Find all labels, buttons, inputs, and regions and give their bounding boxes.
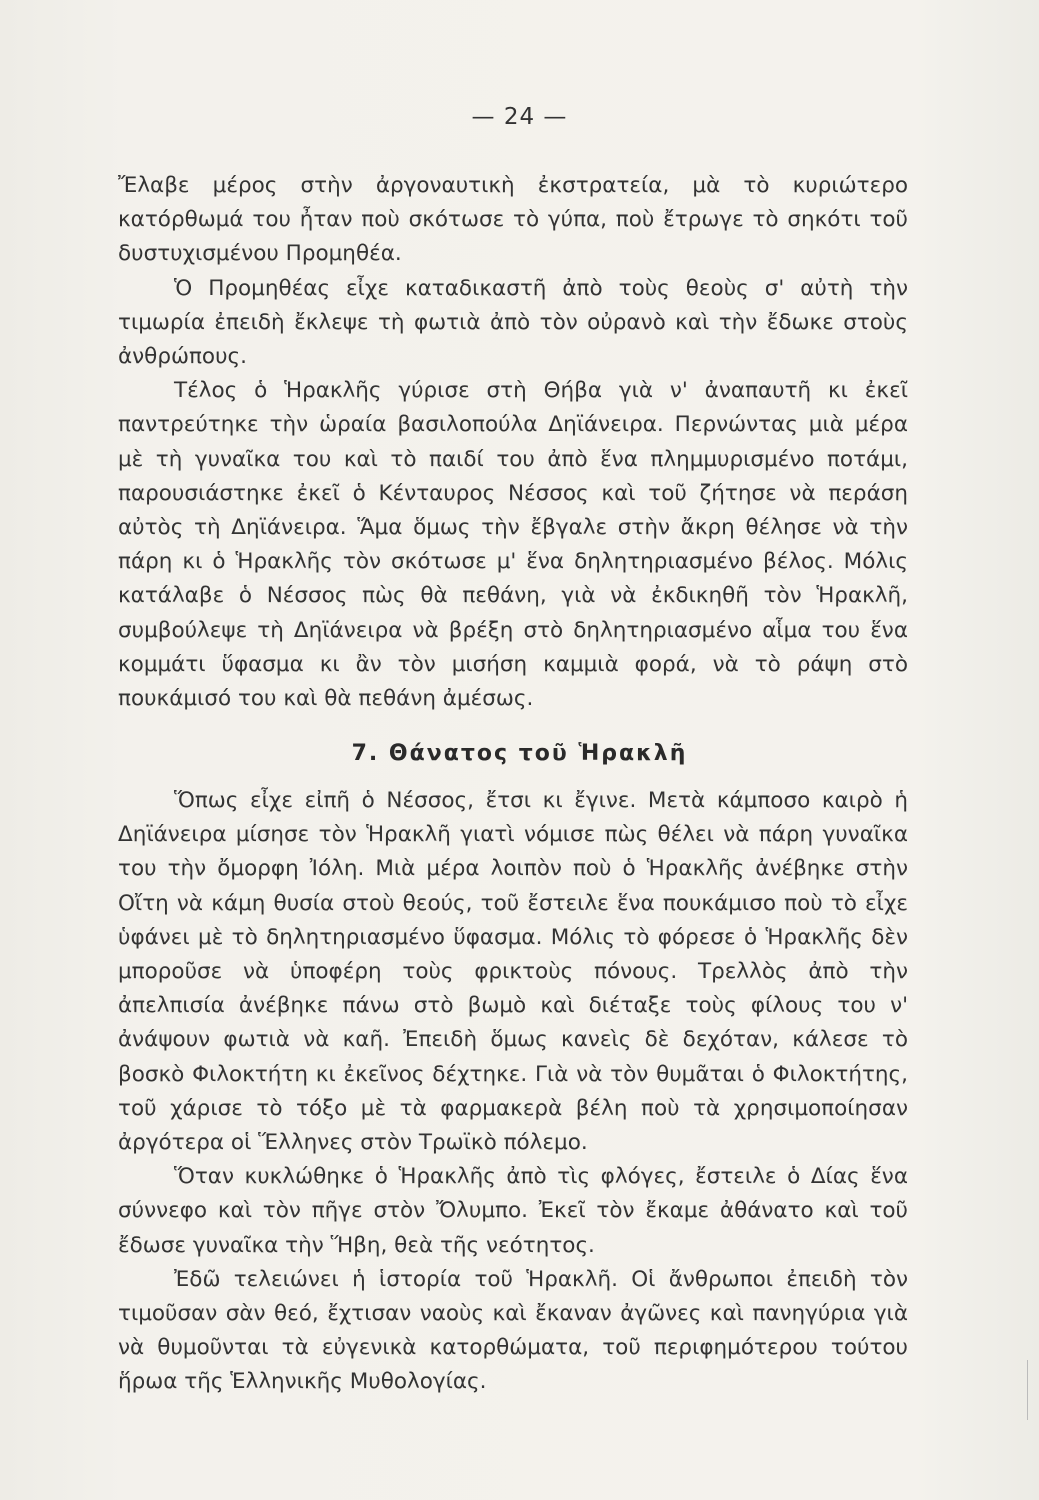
paragraph: Ὁ Προμηθέας εἶχε καταδικαστῆ ἀπὸ τοὺς θεοὺς σ' αὐτὴ τὴν τιμωρία ἐπειδὴ ἔκλεψε τὴ φωτιὰ ἀπὸ τὸν οὐρανὸ καὶ τὴν ἔδωκε στοὺς ἀνθρώπους. <box>118 275 908 370</box>
section-heading: 7. Θάνατος τοῦ Ἡρακλῆ <box>351 741 688 766</box>
paragraph: Ὅταν κυκλώθηκε ὁ Ἡρακλῆς ἀπὸ τὶς φλόγες, ἔστειλε ὁ Δίας ἕνα σύννεφο καὶ τὸν πῆγε στὸν Ὄλυμπο. Ἐκεῖ τὸν ἔκαμε ἀθάνατο καὶ τοῦ ἔδωσε γυναῖκα τὴν Ἥβη, θεὰ τῆς νεότητος. <box>118 1164 908 1258</box>
text-block-after-heading <box>118 784 908 1400</box>
page-number: — 24 — <box>471 104 568 130</box>
paragraph: Τέλος ὁ Ἡρακλῆς γύρισε στὴ Θήβα γιὰ ν' ἀναπαυτῆ κι ἐκεῖ παντρεύτηκε τὴν ὡραία βασιλοπούλα Δηϊάνειρα. Περνώντας μιὰ μέρα μὲ τὴ γυναῖκα του καὶ τὸ παιδί του ἀπὸ ἕνα πλημμυρισμένο ποτάμι, παρουσιάστηκε ἐκεῖ ὁ Κένταυρος Νέσσος καὶ τοῦ ζήτησε νὰ περάση αὐτὸς τὴ Δηϊάνειρα. Ἅμα ὅμως τὴν ἔβγαλε στὴν ἄκρη θέλησε νὰ τὴν πάρη κι ὁ Ἡρακλῆς τὸν σκότωσε μ' ἕνα δηλητηριασμένο βέλος. Μόλις κατάλαβε ὁ Νέσσος πὼς θὰ πεθάνη, γιὰ νὰ ἐκδικηθῆ τὸν Ἡρακλῆ, συμβούλεψε τὴ Δηϊάνειρα νὰ βρέξη στὸ δηλητηριασμένο αἷμα του ἕνα κομμάτι ὕφασμα κι ἂν τὸν μισήση καμμιὰ φορά, νὰ τὸ ράψη στὸ πουκάμισό του καὶ θὰ πεθάνη ἀμέσως. <box>118 378 908 712</box>
paragraph: Ἐδῶ τελειώνει ἡ ἱστορία τοῦ Ἡρακλῆ. Οἱ ἄνθρωποι ἐπειδὴ τὸν τιμοῦσαν σὰν θεό, ἔχτισαν ναοὺς καὶ ἔκαναν ἀγῶνες καὶ πανηγύρια γιὰ νὰ θυμοῦνται τὰ εὐγενικὰ κατορθώματα, τοῦ περιφημότερου τούτου ἥρωα τῆς Ἑλληνικῆς Μυθολογίας. <box>118 1266 908 1395</box>
paragraph: Ὅπως εἶχε εἰπῆ ὁ Νέσσος, ἔτσι κι ἔγινε. Μετὰ κάμποσο καιρὸ ἡ Δηϊάνειρα μίσησε τὸν Ἡρακλῆ γιατὶ νόμισε πὼς θέλει νὰ πάρη γυναῖκα του τὴν ὄμορφη Ἰόλη. Μιὰ μέρα λοιπὸν ποὺ ὁ Ἡρακλῆς ἀνέβηκε στὴν Οἴτη νὰ κάμη θυσία στοὺ θεούς, τοῦ ἔστειλε ἕνα πουκάμισο ποὺ τὸ εἶχε ὑφάνει μὲ τὸ δηλητηριασμένο ὕφασμα. Μόλις τὸ φόρεσε ὁ Ἡρακλῆς δὲν μποροῦσε νὰ ὑποφέρη τοὺς φρικτοὺς πόνους. Τρελλὸς ἀπὸ τὴν ἀπελπισία ἀνέβηκε πάνω στὸ βωμὸ καὶ διέταξε τοὺς φίλους του ν' ἀνάψουν φωτιὰ νὰ καῆ. Ἐπειδὴ ὅμως κανεὶς δὲ δεχόταν, κάλεσε τὸ βοσκὸ Φιλοκτήτη κι ἐκεῖνος δέχτηκε. Γιὰ νὰ τὸν θυμᾶται ὁ Φιλοκτήτης, τοῦ χάρισε τὸ τόξο μὲ τὰ φαρμακερὰ βέλη ποὺ τὰ χρησιμοποίησαν ἀργότερα οἱ Ἕλληνες στὸν Τρωϊκὸ πόλεμο. <box>118 788 908 1156</box>
text-block-before-heading <box>118 169 908 716</box>
margin-mark <box>1027 1360 1031 1420</box>
paragraph: Ἔλαβε μέρος στὴν ἀργοναυτικὴ ἐκστρατεία, μὰ τὸ κυριώτερο κατόρθωμά του ἦταν ποὺ σκότωσε τὸ γύπα, ποὺ ἔτρωγε τὸ σηκότι τοῦ δυστυχισμένου Προμηθέα. <box>118 173 908 267</box>
